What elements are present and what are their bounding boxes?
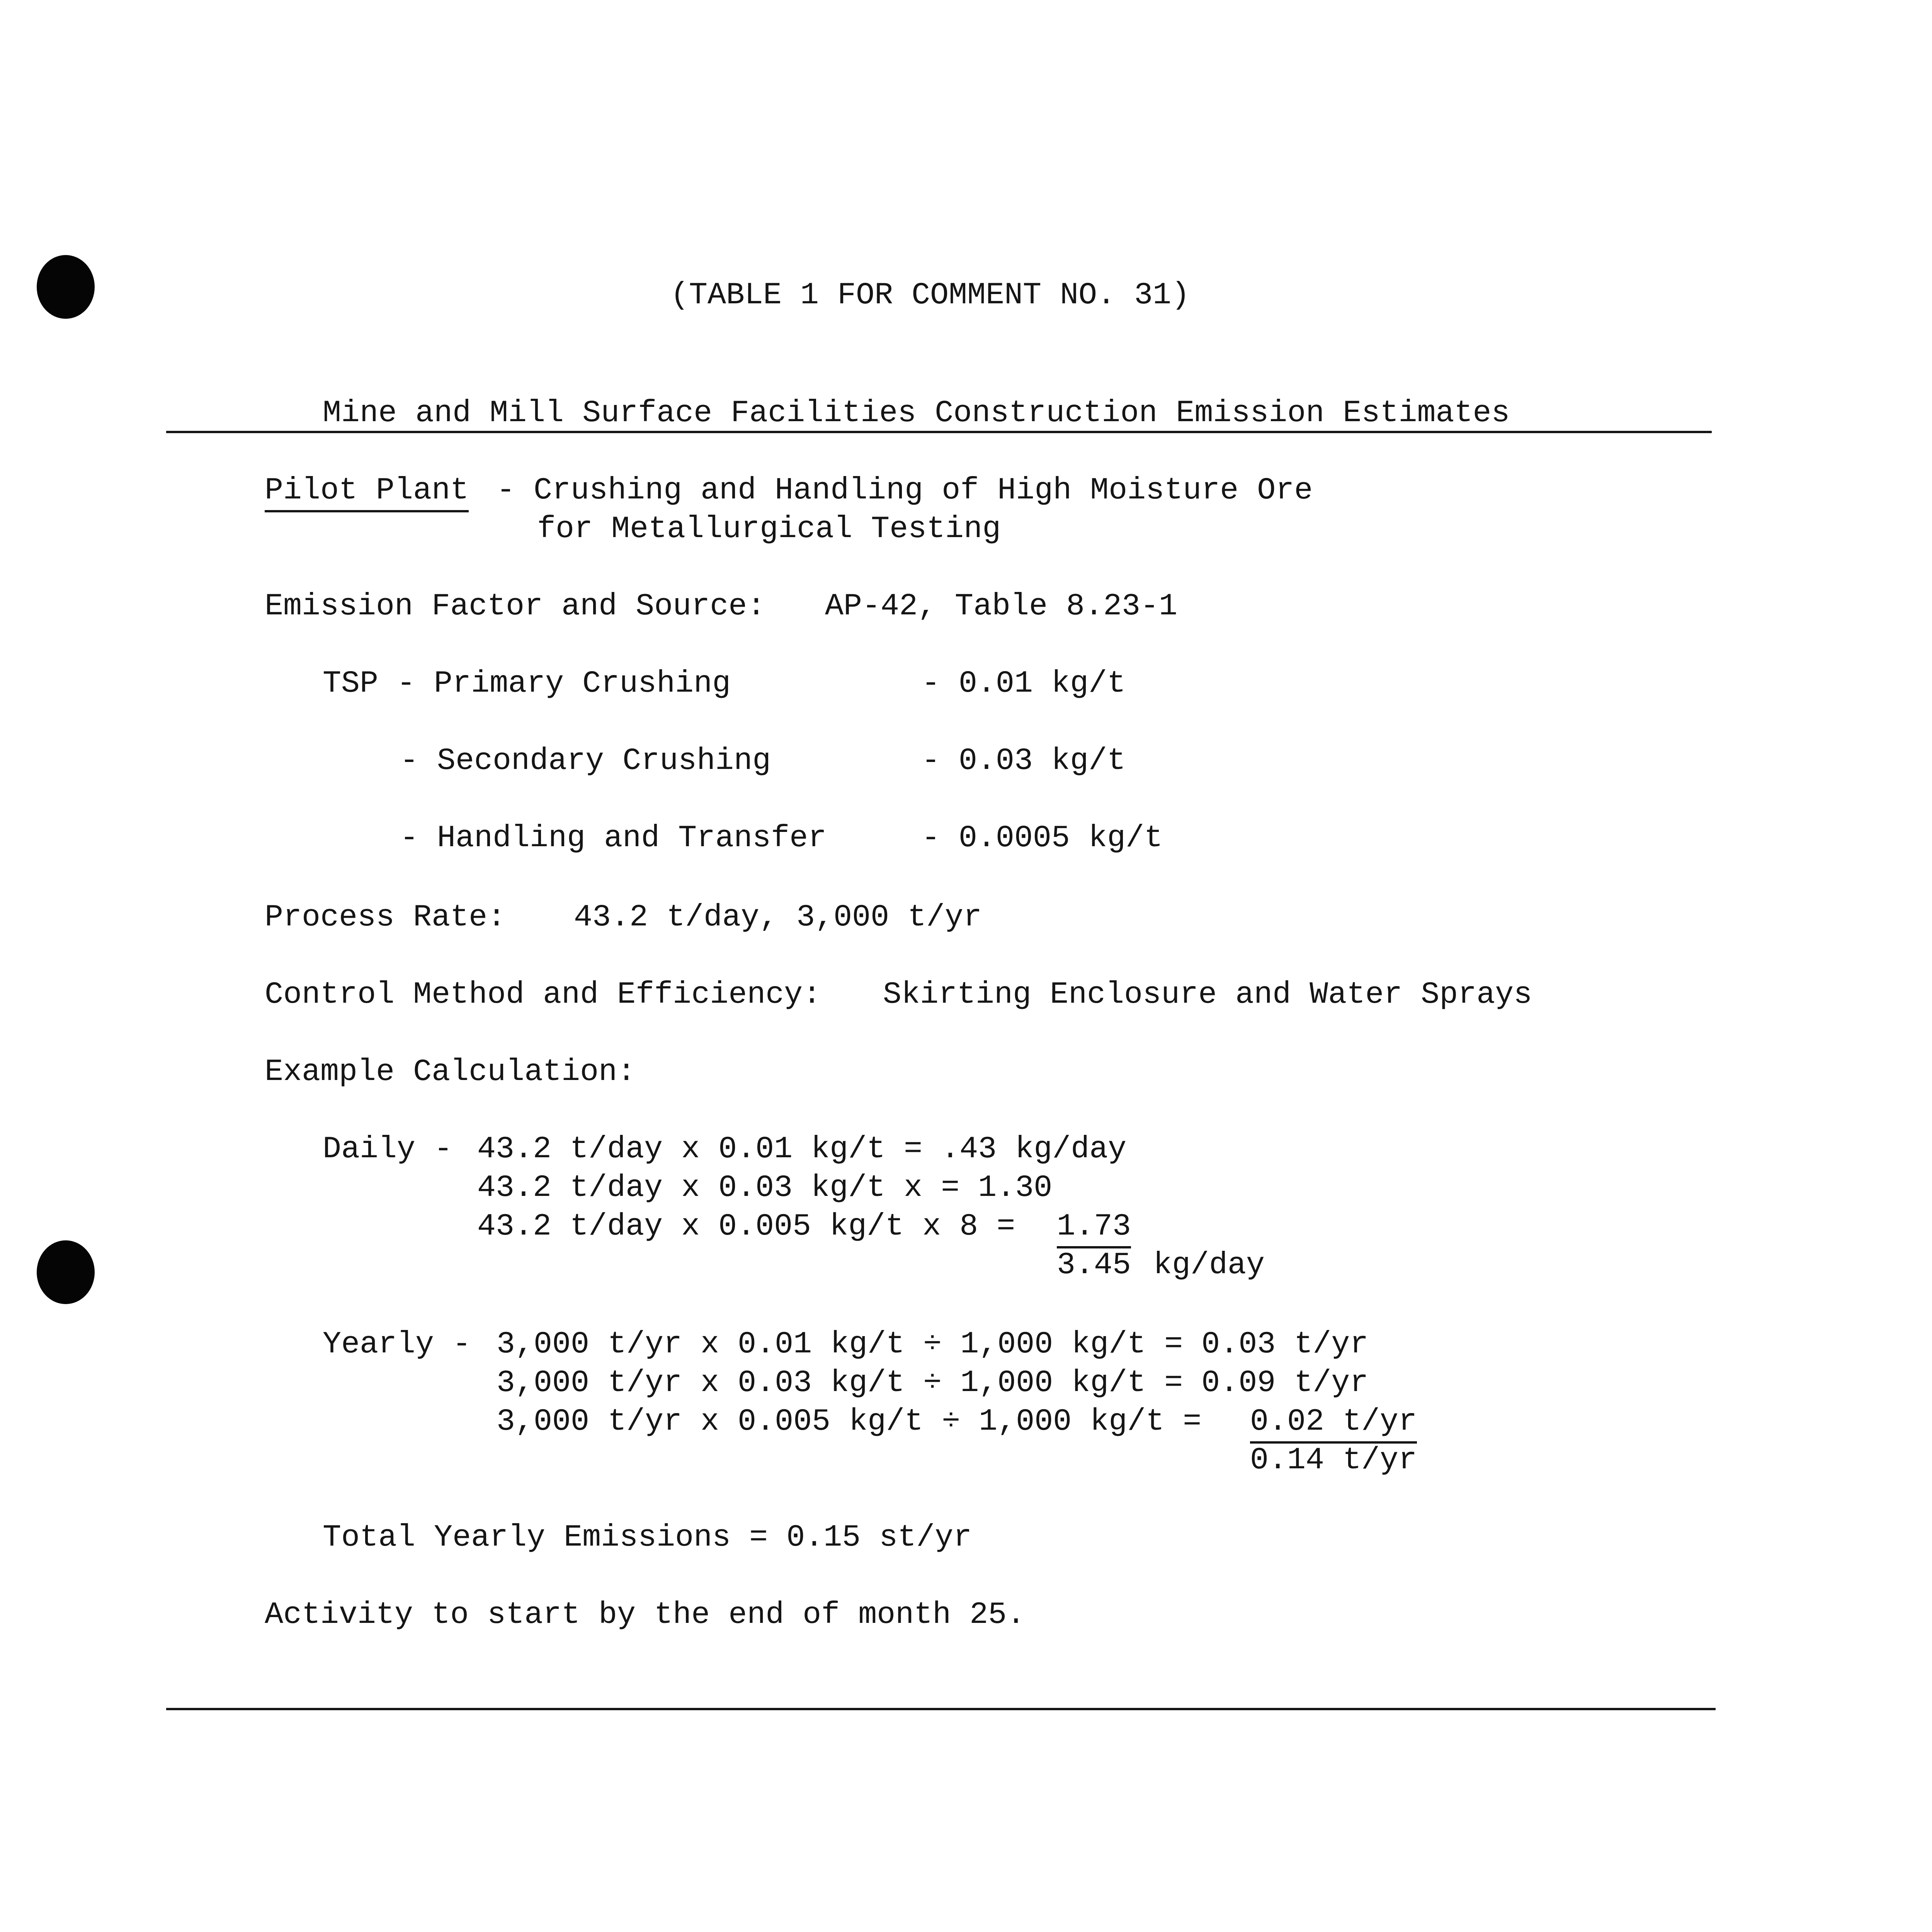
- daily-line-1: 43.2 t/day x 0.01 kg/t = .43 kg/day: [477, 1132, 1127, 1167]
- yearly-line-3-value: 0.02 t/yr: [1250, 1406, 1417, 1444]
- daily-total-value: 3.45: [1057, 1248, 1131, 1283]
- pilot-plant-desc-1: - Crushing and Handling of High Moisture Ore: [497, 473, 1313, 508]
- title-rule: [166, 431, 1712, 433]
- daily-line-3: 43.2 t/day x 0.005 kg/t x 8 =: [477, 1209, 1015, 1244]
- punch-hole-middle: [37, 1240, 95, 1304]
- factor-row-name: - Handling and Transfer: [400, 821, 827, 856]
- yearly-line-1: 3,000 t/yr x 0.01 kg/t ÷ 1,000 kg/t = 0.03 t/yr: [497, 1327, 1369, 1362]
- yearly-line-3: 3,000 t/yr x 0.005 kg/t ÷ 1,000 kg/t =: [497, 1404, 1202, 1439]
- control-method-value: Skirting Enclosure and Water Sprays: [883, 977, 1532, 1012]
- process-rate-label: Process Rate:: [265, 900, 506, 935]
- punch-hole-top: [37, 255, 95, 319]
- activity-note: Activity to start by the end of month 25.: [265, 1597, 1026, 1633]
- bottom-rule: [166, 1708, 1716, 1710]
- table-title: Mine and Mill Surface Facilities Construction Emission Estimates: [323, 396, 1510, 431]
- yearly-total: 0.14 t/yr: [1250, 1443, 1417, 1478]
- factor-row-value: - 0.0005 kg/t: [922, 821, 1163, 856]
- factor-row-name: - Secondary Crushing: [400, 743, 771, 779]
- daily-line-2: 43.2 t/day x 0.03 kg/t x = 1.30: [477, 1170, 1053, 1206]
- daily-line-3-value: 1.73: [1057, 1211, 1131, 1248]
- factor-row-name: TSP - Primary Crushing: [323, 666, 731, 701]
- pilot-plant-label: Pilot Plant: [265, 475, 469, 512]
- example-calculation-label: Example Calculation:: [265, 1054, 636, 1090]
- pilot-plant-desc-2: for Metallurgical Testing: [537, 512, 1001, 547]
- factor-row-value: - 0.01 kg/t: [922, 666, 1126, 701]
- total-yearly-emissions: Total Yearly Emissions = 0.15 st/yr: [323, 1520, 972, 1555]
- table-header: (TABLE 1 FOR COMMENT NO. 31): [670, 278, 1190, 313]
- daily-label: Daily -: [323, 1132, 453, 1167]
- daily-total-unit: kg/day: [1153, 1248, 1265, 1283]
- yearly-line-2: 3,000 t/yr x 0.03 kg/t ÷ 1,000 kg/t = 0.09 t/yr: [497, 1366, 1369, 1401]
- process-rate-value: 43.2 t/day, 3,000 t/yr: [574, 900, 982, 935]
- emission-factor-source: AP-42, Table 8.23-1: [825, 589, 1178, 624]
- yearly-label: Yearly -: [323, 1327, 471, 1362]
- control-method-label: Control Method and Efficiency:: [265, 977, 821, 1012]
- emission-factor-label: Emission Factor and Source:: [265, 589, 766, 624]
- factor-row-value: - 0.03 kg/t: [922, 743, 1126, 779]
